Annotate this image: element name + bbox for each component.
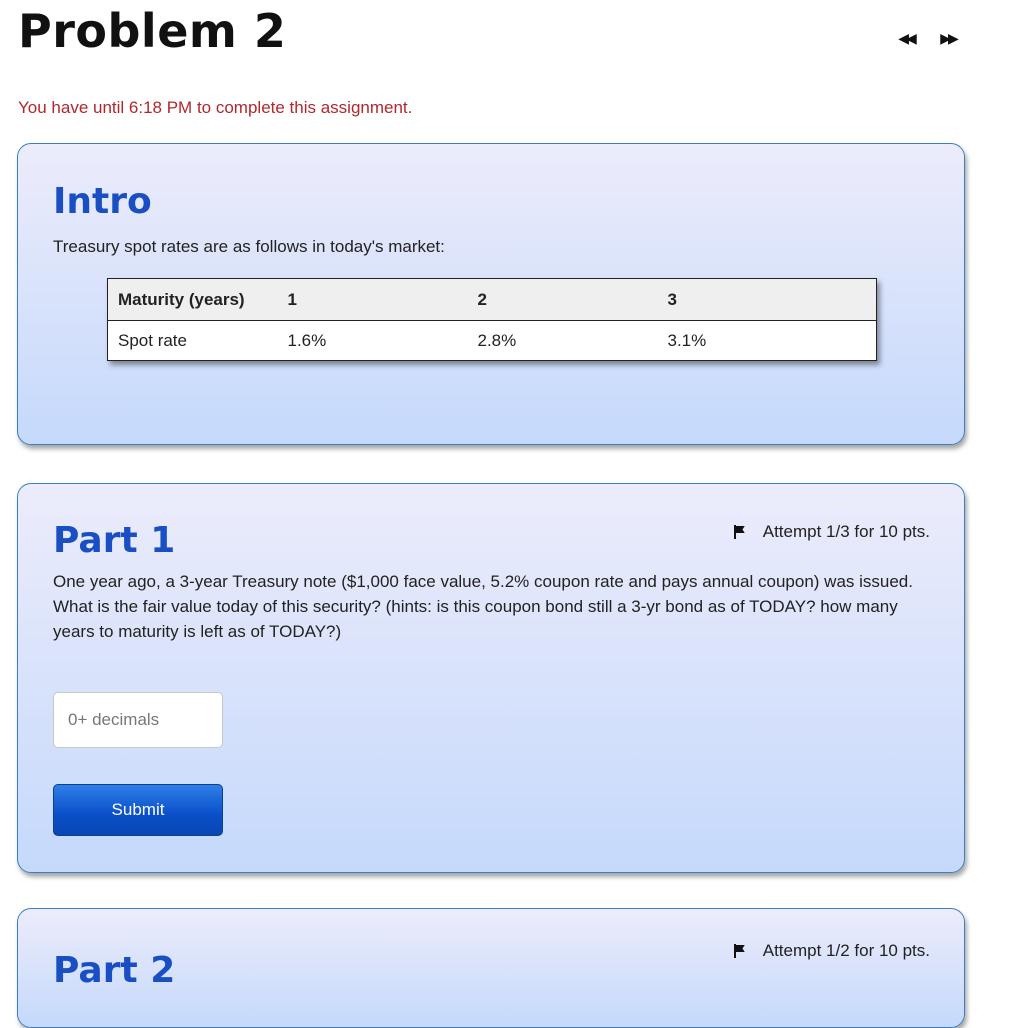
spot-rates-table [107, 278, 877, 361]
table-row [108, 321, 877, 361]
part2-heading: Part 2 [53, 950, 176, 991]
problem-navigation [896, 28, 958, 48]
table-row-label: Spot rate [118, 330, 187, 350]
table-header-cell: 1 [278, 279, 468, 321]
previous-problem-icon[interactable]: ◀◀ [898, 29, 914, 46]
table-cell: 2.8% [477, 330, 517, 350]
flag-icon[interactable] [733, 524, 749, 540]
intro-card [17, 143, 965, 445]
answer-input[interactable] [53, 692, 223, 748]
table-header-cell: 3 [658, 279, 877, 321]
table-cell: 1.6% [287, 330, 327, 350]
part1-card [17, 483, 965, 873]
intro-heading: Intro [53, 181, 152, 222]
deadline-notice: You have until 6:18 PM to complete this assignment. [18, 98, 413, 117]
part2-card [17, 908, 965, 1028]
part1-attempt-info [733, 522, 930, 542]
table-cell: 3.1% [667, 330, 707, 350]
flag-icon[interactable] [733, 943, 749, 959]
intro-text: Treasury spot rates are as follows in today's market: [53, 237, 445, 256]
page-title: Problem 2 [18, 4, 287, 58]
table-header-cell: 2 [468, 279, 658, 321]
part1-heading: Part 1 [53, 520, 176, 561]
next-problem-icon[interactable]: ▶▶ [940, 29, 956, 46]
attempt-label: Attempt 1/3 for 10 pts. [762, 522, 930, 541]
submit-button[interactable]: Submit [53, 784, 223, 836]
table-header-row [108, 279, 877, 321]
attempt-label: Attempt 1/2 for 10 pts. [762, 941, 930, 960]
table-header-cell: Maturity (years) [108, 279, 278, 321]
part1-question: One year ago, a 3-year Treasury note ($1,000 face value, 5.2% coupon rate and pays annual coupon) was issued. What is the fair value today of this security? (hints: is this coupon bond still a 3-yr bond as of TODAY? how many years to maturity is left as of TODAY?) [53, 572, 913, 641]
part2-attempt-info [733, 941, 930, 961]
